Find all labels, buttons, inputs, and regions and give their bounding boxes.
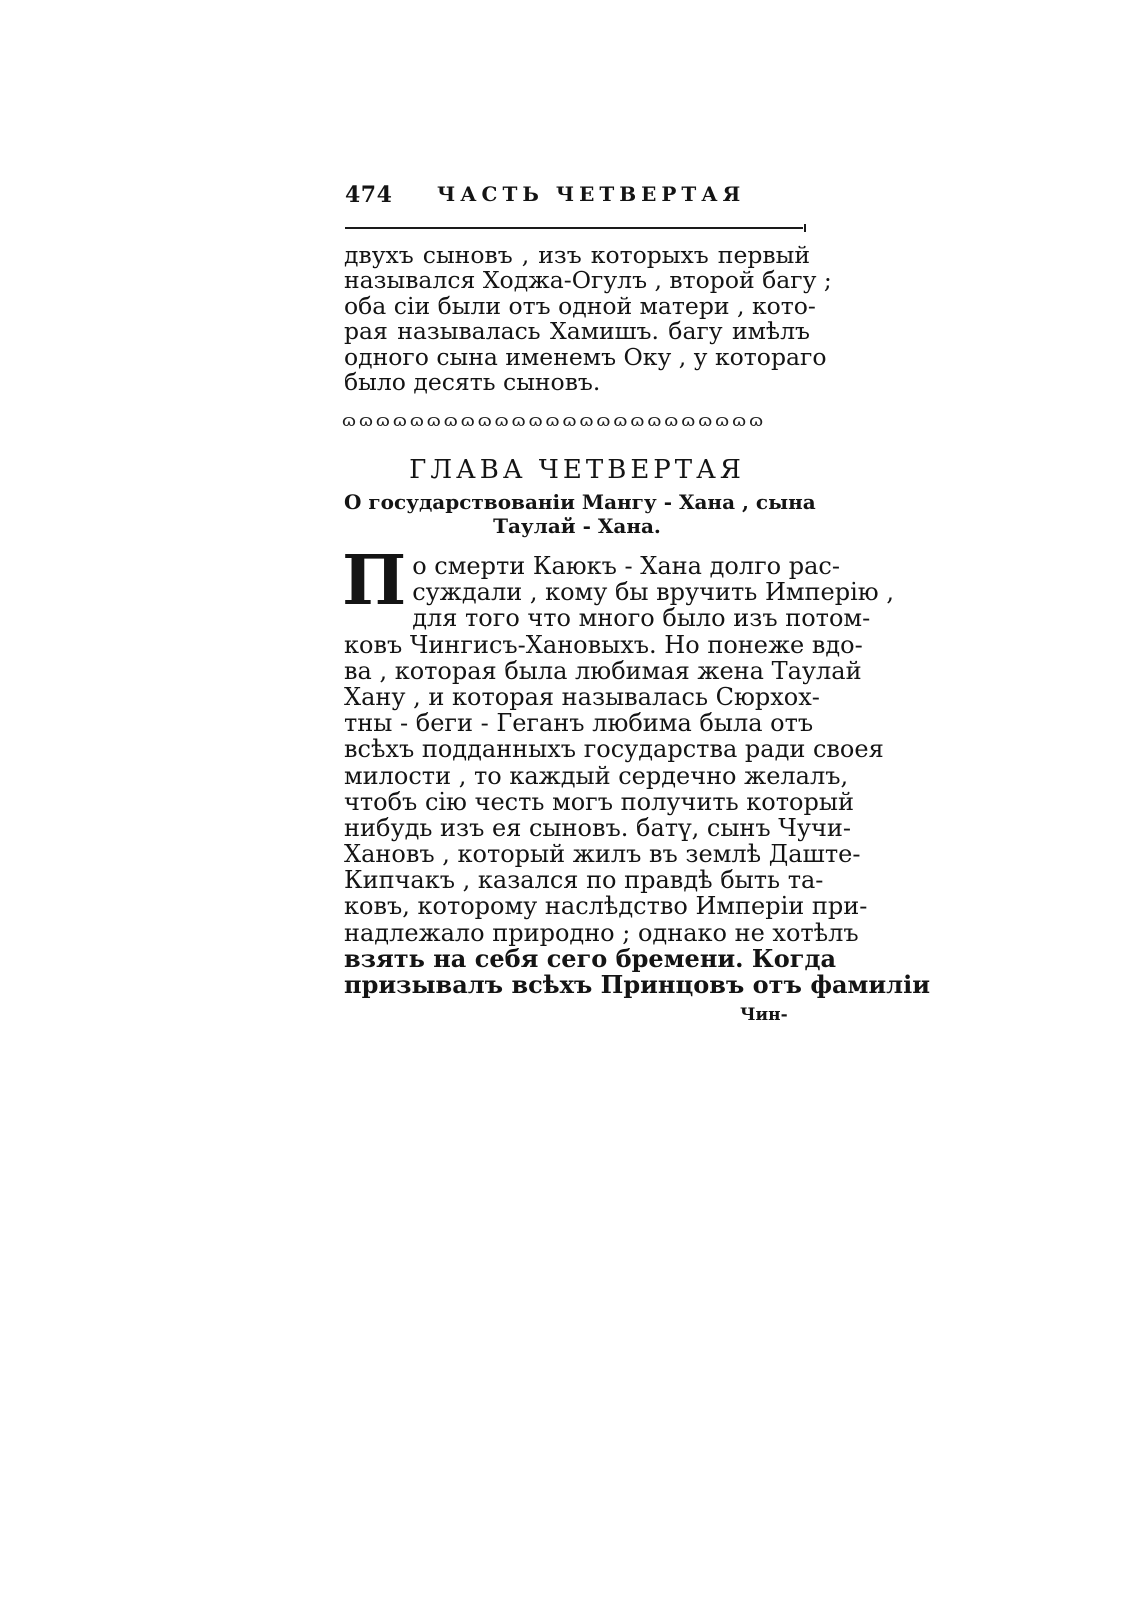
- ornamental-divider: ɷɷɷɷɷɷɷɷɷɷɷɷɷɷɷɷɷɷɷɷɷɷɷɷɷ: [342, 411, 767, 429]
- page-number: 474: [345, 182, 393, 208]
- subtitle-line: Таулай - Хана.: [493, 514, 661, 538]
- text-line: Кипчакъ , казался по правдѣ быть та-: [344, 866, 824, 895]
- chapter-title: ГЛАВА ЧЕТВЕРТАЯ: [409, 455, 745, 485]
- text-line: ковъ, которому наслѣдство Имперіи при-: [344, 892, 868, 921]
- text-line: надлежало природно ; однако не хотѣлъ: [344, 918, 859, 947]
- text-line: ва , которая была любимая жена Таулай: [344, 656, 862, 685]
- catchword: Чин-: [740, 1005, 788, 1025]
- body-paragraph: [342, 541, 930, 999]
- text-line: оба сіи были отъ одной матери , кото-: [344, 291, 816, 320]
- text-line: чтобъ сію честь могъ получить который: [344, 787, 854, 816]
- text-line: Хану , и которая называлась Сюрхох-: [344, 682, 820, 711]
- text-line: суждали , кому бы вручить Имперію ,: [412, 578, 894, 607]
- top-paragraph: [344, 241, 832, 396]
- text-line: для того что много было изъ потом-: [412, 604, 871, 633]
- running-title: ЧАСТЬ ЧЕТВЕРТАЯ: [437, 182, 746, 206]
- text-line: взять на себя сего бремени. Когда: [344, 943, 836, 973]
- chapter-subtitle: [344, 490, 816, 538]
- text-line: рая называлась Хамишъ. багу имѣлъ: [344, 317, 810, 346]
- text-line: о смерти Каюкъ - Хана долго рас-: [412, 552, 840, 580]
- text-line: назывался Ходжа-Огулъ , второй багу ;: [344, 266, 832, 295]
- running-head: [345, 178, 815, 212]
- text-line: нибудь изъ ея сыновъ. батү, сынъ Чучи-: [344, 813, 851, 842]
- text-line: всѣхъ подданныхъ государства ради своея: [344, 735, 884, 764]
- text-line: было десять сыновъ.: [344, 367, 601, 396]
- subtitle-line: О государствованіи Мангу - Хана , сына: [344, 490, 816, 514]
- text-line: двухъ сыновъ , изъ которыхъ первый: [344, 241, 810, 269]
- text-line: тны - беги - Геганъ любима была отъ: [344, 709, 814, 738]
- text-line: одного сына именемъ Оку , у котораго: [344, 342, 827, 371]
- text-line: милости , то каждый сердечно желалъ,: [344, 761, 849, 790]
- text-line: ковъ Чингисъ-Хановыхъ. Но понеже вдо-: [344, 630, 863, 659]
- text-line: призывалъ всѣхъ Принцовъ отъ фамиліи: [344, 970, 930, 999]
- drop-cap: П: [342, 541, 407, 621]
- header-rule: [345, 227, 803, 229]
- text-line: Хановъ , который жилъ въ землѣ Даште-: [344, 840, 861, 869]
